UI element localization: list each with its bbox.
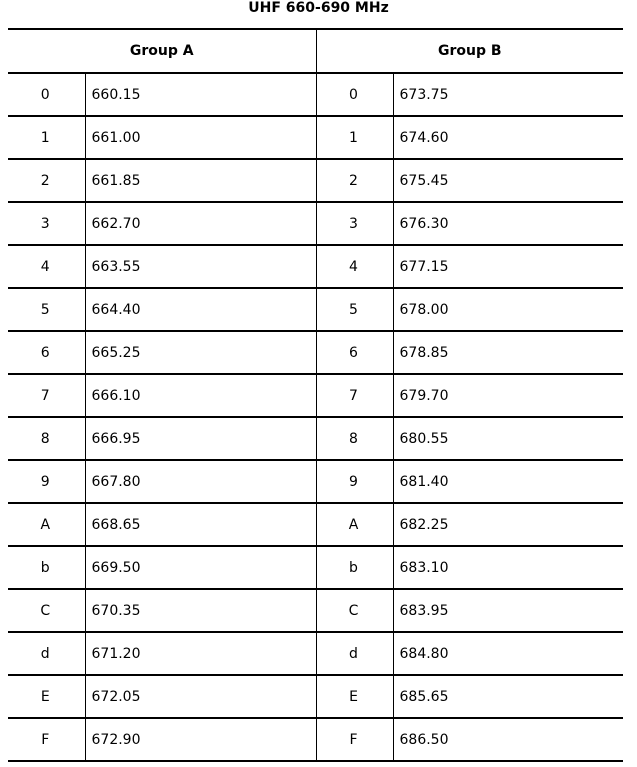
- group-a-frequency: 660.15: [85, 73, 316, 116]
- group-a-channel-code: E: [8, 675, 85, 718]
- header-row: [8, 29, 623, 73]
- group-b-channel-code: 4: [316, 245, 393, 288]
- group-b-channel-code: 2: [316, 159, 393, 202]
- group-a-channel-code: 5: [8, 288, 85, 331]
- group-b-channel-code: F: [316, 718, 393, 761]
- group-a-header: Group A: [8, 29, 316, 73]
- group-b-channel-code: A: [316, 503, 393, 546]
- group-b-header: Group B: [316, 29, 623, 73]
- group-b-channel-code: 9: [316, 460, 393, 503]
- table-row: [8, 718, 623, 761]
- group-b-channel-code: E: [316, 675, 393, 718]
- group-b-channel-code: 3: [316, 202, 393, 245]
- group-a-channel-code: 3: [8, 202, 85, 245]
- table-row: [8, 632, 623, 675]
- group-a-channel-code: C: [8, 589, 85, 632]
- group-a-frequency: 662.70: [85, 202, 316, 245]
- group-b-frequency: 680.55: [393, 417, 623, 460]
- group-b-frequency: 686.50: [393, 718, 623, 761]
- table-row: [8, 73, 623, 116]
- group-b-frequency: 683.95: [393, 589, 623, 632]
- group-a-channel-code: 8: [8, 417, 85, 460]
- group-b-channel-code: 6: [316, 331, 393, 374]
- group-a-channel-code: F: [8, 718, 85, 761]
- group-b-frequency: 673.75: [393, 73, 623, 116]
- table-row: [8, 546, 623, 589]
- group-a-channel-code: 0: [8, 73, 85, 116]
- group-b-frequency: 685.65: [393, 675, 623, 718]
- group-b-frequency: 681.40: [393, 460, 623, 503]
- group-a-frequency: 661.00: [85, 116, 316, 159]
- table-row: [8, 460, 623, 503]
- group-a-frequency: 666.10: [85, 374, 316, 417]
- table-row: [8, 159, 623, 202]
- group-a-frequency: 667.80: [85, 460, 316, 503]
- group-a-channel-code: 6: [8, 331, 85, 374]
- table-row: [8, 331, 623, 374]
- group-a-channel-code: 7: [8, 374, 85, 417]
- group-a-frequency: 664.40: [85, 288, 316, 331]
- group-b-channel-code: 5: [316, 288, 393, 331]
- group-b-frequency: 683.10: [393, 546, 623, 589]
- group-b-channel-code: C: [316, 589, 393, 632]
- table-row: [8, 675, 623, 718]
- table-body: [8, 73, 623, 761]
- group-a-channel-code: A: [8, 503, 85, 546]
- group-a-frequency: 661.85: [85, 159, 316, 202]
- group-a-frequency: 668.65: [85, 503, 316, 546]
- table-row: [8, 245, 623, 288]
- group-a-frequency: 670.35: [85, 589, 316, 632]
- table-row: [8, 417, 623, 460]
- group-b-channel-code: d: [316, 632, 393, 675]
- group-a-channel-code: 2: [8, 159, 85, 202]
- group-b-channel-code: 8: [316, 417, 393, 460]
- frequency-table: [8, 28, 623, 762]
- table-row: [8, 202, 623, 245]
- group-a-frequency: 663.55: [85, 245, 316, 288]
- group-b-frequency: 674.60: [393, 116, 623, 159]
- table-row: [8, 374, 623, 417]
- group-b-frequency: 678.85: [393, 331, 623, 374]
- group-b-frequency: 678.00: [393, 288, 623, 331]
- group-a-channel-code: 9: [8, 460, 85, 503]
- group-a-channel-code: 1: [8, 116, 85, 159]
- group-b-frequency: 675.45: [393, 159, 623, 202]
- group-b-frequency: 677.15: [393, 245, 623, 288]
- group-a-channel-code: 4: [8, 245, 85, 288]
- group-b-channel-code: 7: [316, 374, 393, 417]
- group-b-channel-code: 0: [316, 73, 393, 116]
- table-title: UHF 660-690 MHz: [248, 0, 389, 16]
- group-a-frequency: 669.50: [85, 546, 316, 589]
- group-a-frequency: 671.20: [85, 632, 316, 675]
- group-a-channel-code: d: [8, 632, 85, 675]
- group-a-frequency: 672.05: [85, 675, 316, 718]
- group-b-frequency: 682.25: [393, 503, 623, 546]
- group-b-frequency: 684.80: [393, 632, 623, 675]
- table-row: [8, 589, 623, 632]
- group-a-frequency: 665.25: [85, 331, 316, 374]
- group-b-frequency: 676.30: [393, 202, 623, 245]
- table-row: [8, 503, 623, 546]
- table-row: [8, 116, 623, 159]
- group-b-channel-code: b: [316, 546, 393, 589]
- group-b-frequency: 679.70: [393, 374, 623, 417]
- group-a-frequency: 672.90: [85, 718, 316, 761]
- group-a-frequency: 666.95: [85, 417, 316, 460]
- group-b-channel-code: 1: [316, 116, 393, 159]
- table-row: [8, 288, 623, 331]
- group-a-channel-code: b: [8, 546, 85, 589]
